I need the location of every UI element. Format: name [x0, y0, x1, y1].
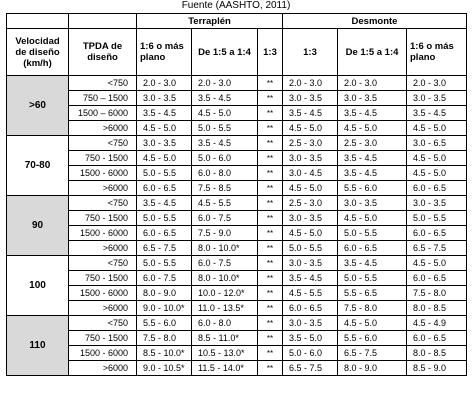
- table-row: [7, 166, 467, 181]
- header-col-5: De 1:5 a 1:4: [338, 29, 407, 76]
- tpda-cell: >6000: [69, 181, 137, 196]
- table-row: [7, 316, 467, 331]
- value-cell: 3.0 - 3.5: [283, 151, 338, 166]
- note-marker-cell: **: [258, 136, 283, 151]
- table-row: [7, 106, 467, 121]
- value-cell: 6.0 - 6.5: [283, 301, 338, 316]
- value-cell: 3.5 - 4.5: [338, 166, 407, 181]
- value-cell: 2.0 - 3.0: [407, 76, 467, 91]
- tpda-cell: <750: [69, 256, 137, 271]
- value-cell: 4.5 - 5.0: [137, 121, 192, 136]
- value-cell: 3.5 - 4.5: [192, 136, 258, 151]
- table-row: [7, 331, 467, 346]
- value-cell: 3.5 - 4.5: [283, 106, 338, 121]
- tpda-cell: 750 - 1500: [69, 271, 137, 286]
- header-velocidad: Velocidad de diseño (km/h): [7, 29, 69, 76]
- table-row: [7, 286, 467, 301]
- value-cell: 4.5 - 5.0: [192, 106, 258, 121]
- speed-cell: 110: [7, 316, 69, 376]
- value-cell: 8.0 - 10.0*: [192, 241, 258, 256]
- value-cell: 4.5 - 5.0: [283, 121, 338, 136]
- tpda-cell: >6000: [69, 121, 137, 136]
- note-marker-cell: **: [258, 211, 283, 226]
- value-cell: 5.0 - 5.5: [407, 211, 467, 226]
- value-cell: 4.5 - 5.0: [338, 316, 407, 331]
- corner-blank: [7, 14, 69, 29]
- value-cell: 5.0 - 5.5: [283, 241, 338, 256]
- value-cell: 3.0 - 3.5: [283, 211, 338, 226]
- table-row: [7, 181, 467, 196]
- value-cell: 2.5 - 3.0: [283, 136, 338, 151]
- tpda-cell: >6000: [69, 361, 137, 376]
- value-cell: 2.0 - 3.0: [192, 76, 258, 91]
- value-cell: 6.5 - 7.5: [137, 241, 192, 256]
- tpda-cell: 750 - 1500: [69, 151, 137, 166]
- table-row: [7, 211, 467, 226]
- value-cell: 5.0 - 5.5: [338, 271, 407, 286]
- table-body: [7, 76, 467, 376]
- note-marker-cell: **: [258, 121, 283, 136]
- note-marker-cell: **: [258, 286, 283, 301]
- value-cell: 6.0 - 6.5: [137, 226, 192, 241]
- value-cell: 8.0 - 8.5: [407, 346, 467, 361]
- value-cell: 5.0 - 5.5: [137, 166, 192, 181]
- value-cell: 3.5 - 4.5: [192, 91, 258, 106]
- tpda-cell: <750: [69, 136, 137, 151]
- tpda-cell: >6000: [69, 301, 137, 316]
- tpda-cell: 1500 - 6000: [69, 286, 137, 301]
- value-cell: 9.0 - 10.5*: [137, 361, 192, 376]
- value-cell: 3.5 - 4.5: [338, 256, 407, 271]
- value-cell: 6.0 - 6.5: [137, 181, 192, 196]
- value-cell: 6.0 - 8.0: [192, 316, 258, 331]
- note-marker-cell: **: [258, 166, 283, 181]
- value-cell: 10.0 - 12.0*: [192, 286, 258, 301]
- value-cell: 5.5 - 6.0: [338, 181, 407, 196]
- tpda-cell: >6000: [69, 241, 137, 256]
- table-row: [7, 226, 467, 241]
- value-cell: 4.5 - 5.0: [338, 211, 407, 226]
- speed-cell: 70-80: [7, 136, 69, 196]
- value-cell: 8.5 - 9.0: [407, 361, 467, 376]
- header-col-2: De 1:5 a 1:4: [192, 29, 258, 76]
- note-marker-cell: **: [258, 361, 283, 376]
- value-cell: 8.5 - 11.0*: [192, 331, 258, 346]
- header-col-4: 1:3: [283, 29, 338, 76]
- note-marker-cell: **: [258, 106, 283, 121]
- note-marker-cell: **: [258, 271, 283, 286]
- value-cell: 4.5 - 5.5: [283, 286, 338, 301]
- table-row: [7, 361, 467, 376]
- value-cell: 5.5 - 6.0: [338, 331, 407, 346]
- value-cell: 3.5 - 4.5: [137, 106, 192, 121]
- value-cell: 4.5 - 5.0: [407, 121, 467, 136]
- value-cell: 3.0 - 3.5: [137, 91, 192, 106]
- header-col-1: 1:6 o más plano: [137, 29, 192, 76]
- value-cell: 3.5 - 4.5: [137, 196, 192, 211]
- value-cell: 6.0 - 7.5: [137, 271, 192, 286]
- note-marker-cell: **: [258, 181, 283, 196]
- table-caption: Fuente (AASHTO, 2011): [181, 0, 291, 11]
- table-row: [7, 136, 467, 151]
- value-cell: 5.0 - 5.5: [137, 211, 192, 226]
- note-marker-cell: **: [258, 76, 283, 91]
- value-cell: 5.0 - 5.5: [192, 121, 258, 136]
- value-cell: 6.5 - 7.5: [283, 361, 338, 376]
- value-cell: 3.0 - 6.5: [407, 136, 467, 151]
- tpda-cell: 750 - 1500: [69, 331, 137, 346]
- note-marker-cell: **: [258, 316, 283, 331]
- note-marker-cell: **: [258, 196, 283, 211]
- value-cell: 3.0 - 3.5: [283, 316, 338, 331]
- tpda-cell: <750: [69, 76, 137, 91]
- table-row: [7, 241, 467, 256]
- value-cell: 7.5 - 8.5: [192, 181, 258, 196]
- note-marker-cell: **: [258, 91, 283, 106]
- value-cell: 5.0 - 6.0: [192, 151, 258, 166]
- speed-cell: 100: [7, 256, 69, 316]
- value-cell: 6.0 - 6.5: [407, 226, 467, 241]
- value-cell: 4.5 - 5.0: [283, 181, 338, 196]
- value-cell: 6.5 - 7.5: [338, 346, 407, 361]
- value-cell: 6.0 - 6.5: [407, 331, 467, 346]
- value-cell: 4.5 - 4.9: [407, 316, 467, 331]
- note-marker-cell: **: [258, 346, 283, 361]
- value-cell: 8.0 - 8.5: [407, 301, 467, 316]
- note-marker-cell: **: [258, 331, 283, 346]
- speed-cell: 90: [7, 196, 69, 256]
- table-row: [7, 346, 467, 361]
- value-cell: 3.5 - 4.5: [407, 106, 467, 121]
- value-cell: 6.0 - 6.5: [407, 181, 467, 196]
- value-cell: 10.5 - 13.0*: [192, 346, 258, 361]
- tpda-cell: <750: [69, 316, 137, 331]
- value-cell: 3.0 - 3.5: [407, 91, 467, 106]
- clear-zone-table: [6, 13, 467, 376]
- value-cell: 6.5 - 7.5: [407, 241, 467, 256]
- value-cell: 3.5 - 4.5: [283, 271, 338, 286]
- note-marker-cell: **: [258, 241, 283, 256]
- value-cell: 3.5 - 4.5: [338, 151, 407, 166]
- table-row: [7, 271, 467, 286]
- header-col-6: 1:6 o más plano: [407, 29, 467, 76]
- table-row: [7, 76, 467, 91]
- value-cell: 2.0 - 3.0: [338, 76, 407, 91]
- value-cell: 4.5 - 5.0: [283, 226, 338, 241]
- value-cell: 2.5 - 3.0: [338, 136, 407, 151]
- value-cell: 3.0 - 4.5: [283, 166, 338, 181]
- table-row: [7, 256, 467, 271]
- value-cell: 3.0 - 3.5: [407, 196, 467, 211]
- value-cell: 2.0 - 3.0: [283, 76, 338, 91]
- value-cell: 4.5 - 5.0: [407, 166, 467, 181]
- header-col-3: 1:3: [258, 29, 283, 76]
- table-row: [7, 301, 467, 316]
- value-cell: 9.0 - 10.0*: [137, 301, 192, 316]
- tpda-cell: 750 - 1500: [69, 211, 137, 226]
- value-cell: 3.0 - 3.5: [338, 196, 407, 211]
- value-cell: 5.0 - 5.5: [338, 226, 407, 241]
- value-cell: 11.0 - 13.5*: [192, 301, 258, 316]
- value-cell: 6.0 - 7.5: [192, 211, 258, 226]
- value-cell: 3.0 - 3.5: [137, 136, 192, 151]
- value-cell: 6.0 - 8.0: [192, 166, 258, 181]
- note-marker-cell: **: [258, 226, 283, 241]
- value-cell: 4.5 - 5.0: [407, 151, 467, 166]
- tpda-cell: 1500 - 6000: [69, 346, 137, 361]
- value-cell: 5.5 - 6.5: [338, 286, 407, 301]
- tpda-cell: 1500 - 6000: [69, 166, 137, 181]
- value-cell: 7.5 - 8.0: [338, 301, 407, 316]
- corner-blank-2: [69, 14, 137, 29]
- tpda-cell: 1500 - 6000: [69, 226, 137, 241]
- speed-cell: >60: [7, 76, 69, 136]
- value-cell: 7.5 - 8.0: [137, 331, 192, 346]
- table-row: [7, 151, 467, 166]
- value-cell: 4.5 - 5.5: [192, 196, 258, 211]
- value-cell: 6.0 - 6.5: [407, 271, 467, 286]
- value-cell: 2.0 - 3.0: [137, 76, 192, 91]
- value-cell: 7.5 - 8.0: [407, 286, 467, 301]
- value-cell: 6.0 - 7.5: [192, 256, 258, 271]
- value-cell: 3.0 - 3.5: [283, 91, 338, 106]
- value-cell: 6.0 - 6.5: [338, 241, 407, 256]
- value-cell: 4.5 - 5.0: [407, 256, 467, 271]
- value-cell: 5.0 - 6.0: [283, 346, 338, 361]
- value-cell: 5.5 - 6.0: [137, 316, 192, 331]
- table-row: [7, 121, 467, 136]
- value-cell: 5.0 - 5.5: [137, 256, 192, 271]
- value-cell: 8.0 - 9.0: [338, 361, 407, 376]
- value-cell: 8.0 - 9.0: [137, 286, 192, 301]
- value-cell: 4.5 - 5.0: [338, 121, 407, 136]
- note-marker-cell: **: [258, 256, 283, 271]
- header-tpda: TPDA de diseño: [69, 29, 137, 76]
- value-cell: 3.5 - 4.5: [338, 106, 407, 121]
- value-cell: 8.0 - 10.0*: [192, 271, 258, 286]
- tpda-cell: 1500 – 6000: [69, 106, 137, 121]
- tpda-cell: <750: [69, 196, 137, 211]
- value-cell: 3.0 - 3.5: [338, 91, 407, 106]
- table-row: [7, 196, 467, 211]
- header-terraplen: Terraplén: [137, 14, 283, 29]
- value-cell: 3.5 - 5.0: [283, 331, 338, 346]
- tpda-cell: 750 – 1500: [69, 91, 137, 106]
- note-marker-cell: **: [258, 301, 283, 316]
- value-cell: 11.5 - 14.0*: [192, 361, 258, 376]
- value-cell: 3.0 - 3.5: [283, 256, 338, 271]
- value-cell: 4.5 - 5.0: [137, 151, 192, 166]
- value-cell: 2.5 - 3.0: [283, 196, 338, 211]
- table-row: [7, 91, 467, 106]
- header-desmonte: Desmonte: [283, 14, 467, 29]
- note-marker-cell: **: [258, 151, 283, 166]
- value-cell: 8.5 - 10.0*: [137, 346, 192, 361]
- value-cell: 7.5 - 9.0: [192, 226, 258, 241]
